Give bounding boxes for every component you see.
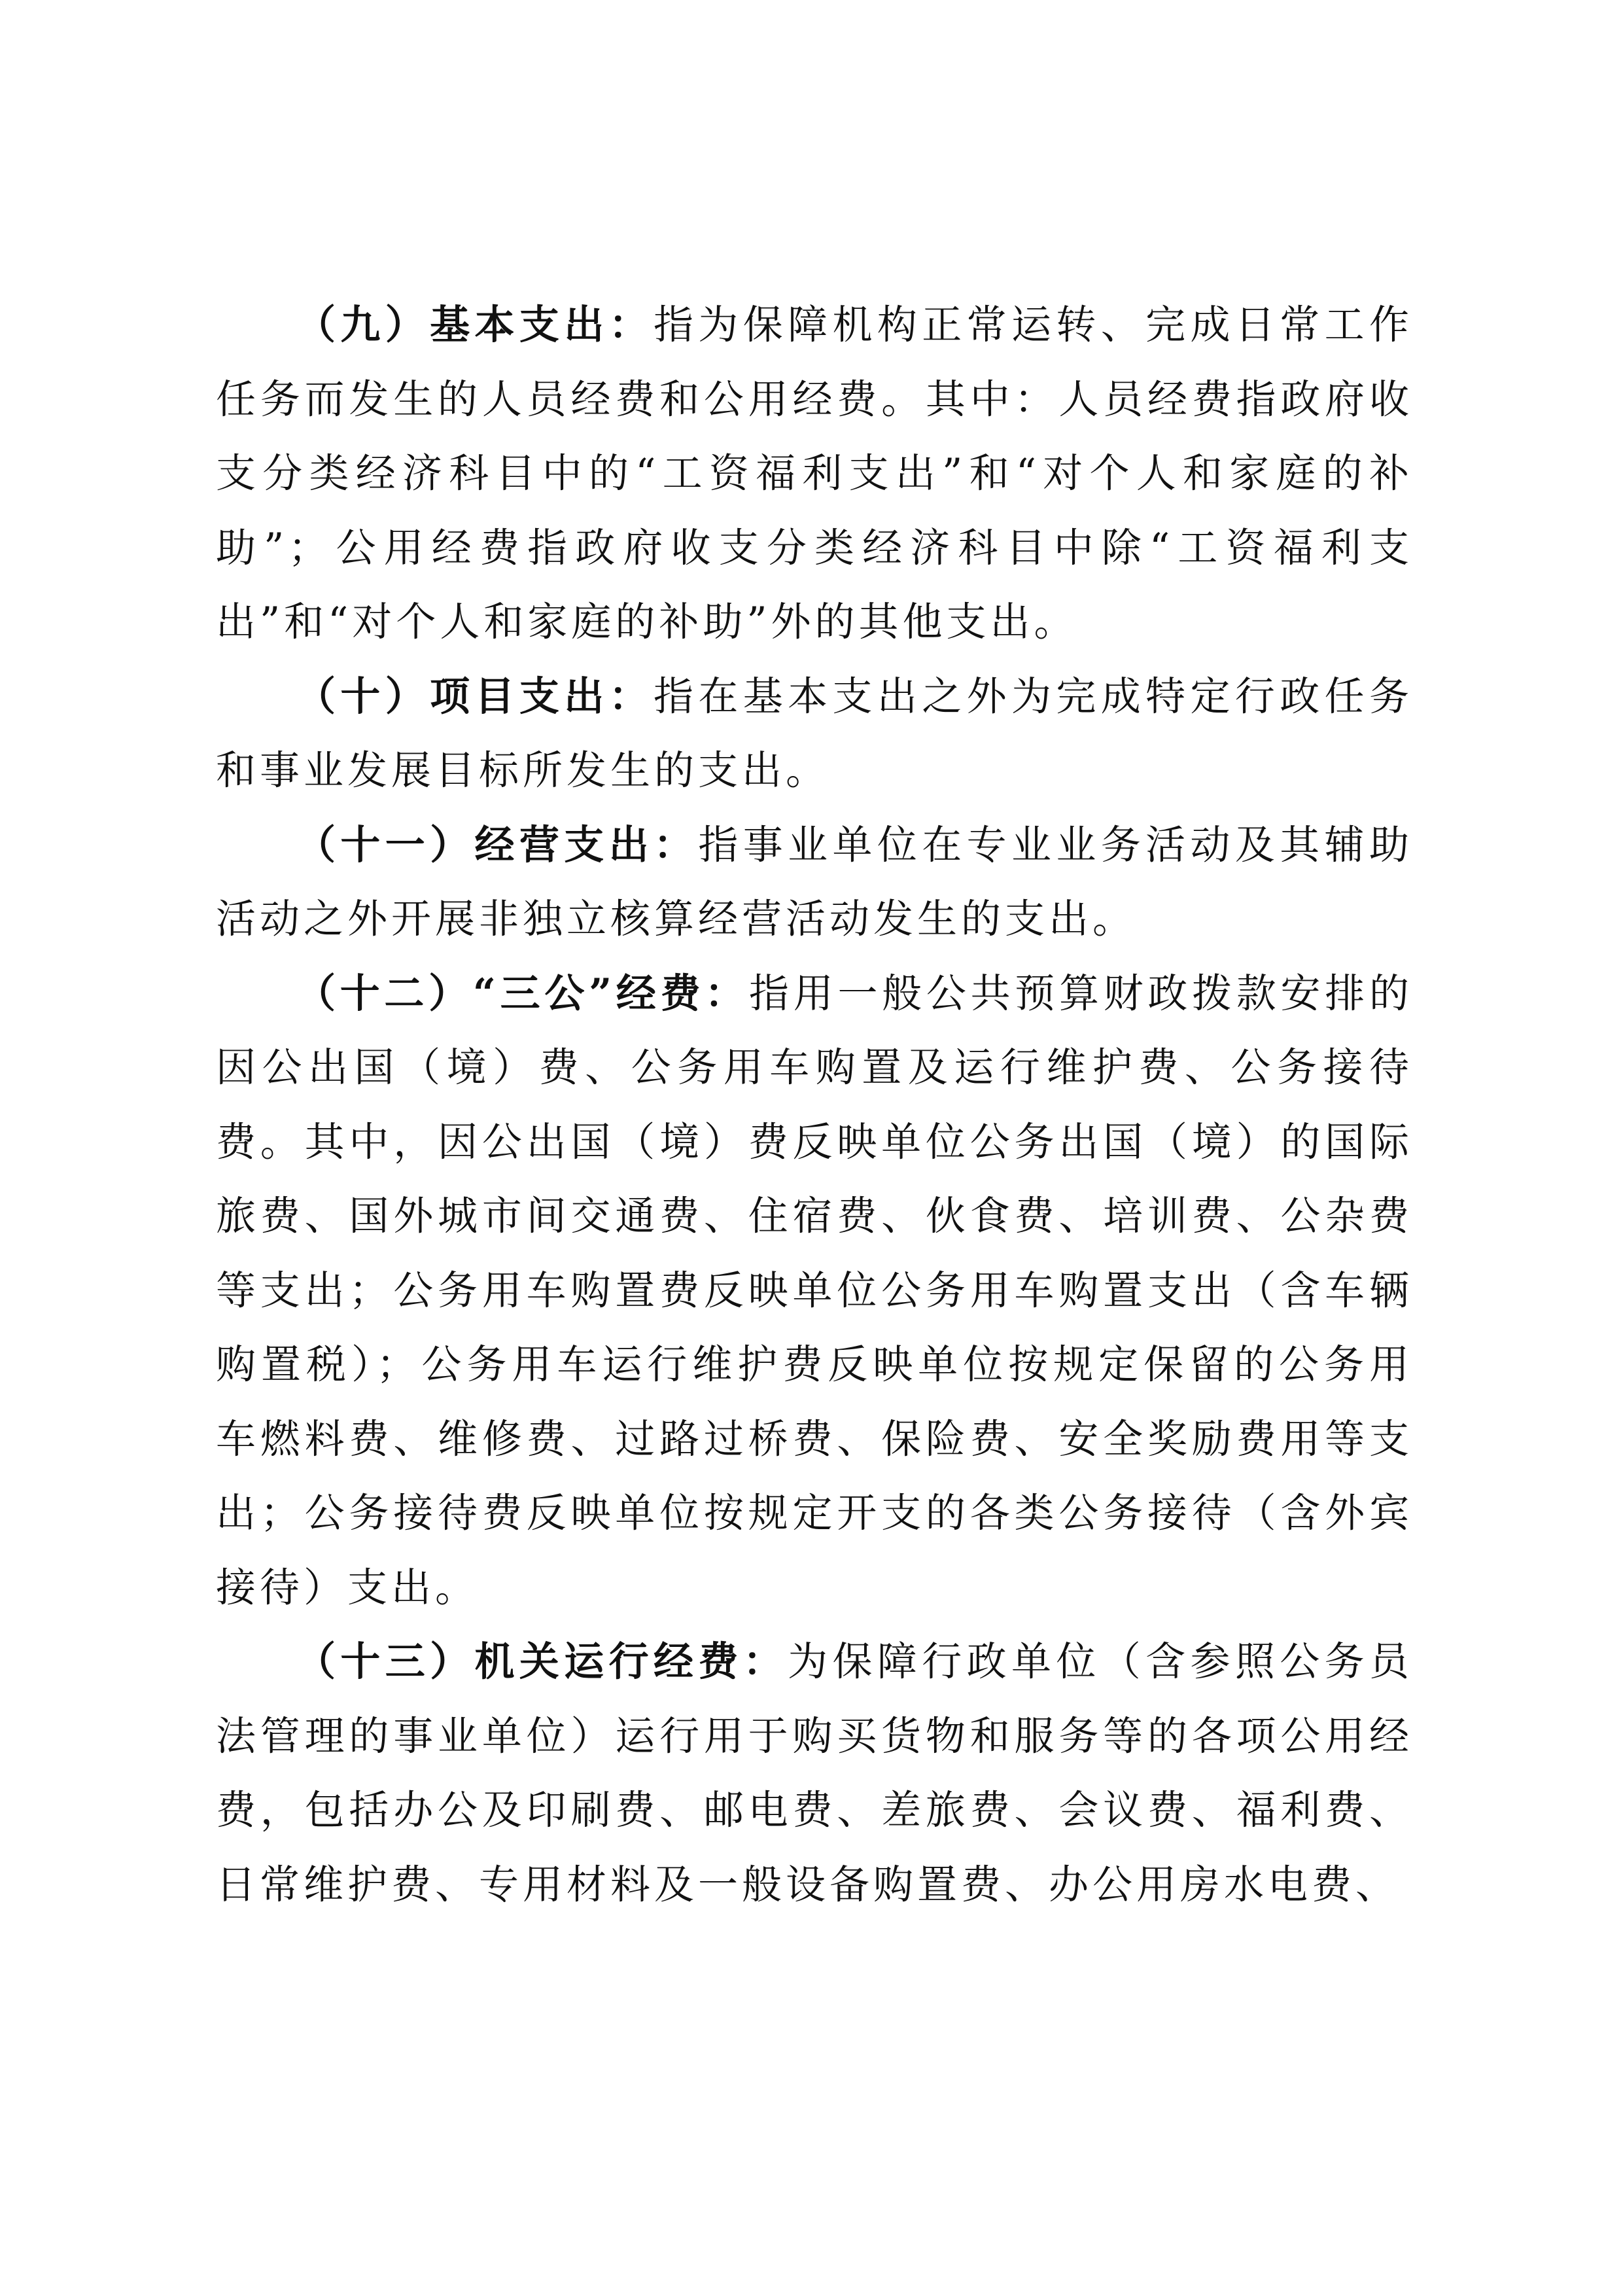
term-project-expenditure: （十）项目支出： [296, 673, 654, 720]
definition-project-expenditure: 指在基本支出之外为完成特定行政任务和事业发展目标所发生的支出。 [216, 673, 1413, 794]
definition-three-public-expenses: 指用一般公共预算财政拨款安排的因公出国（境）费、公务用车购置及运行维护费、公务接待费。其中，因公出国（境）费反映单位公务出国（境）的国际旅费、国外城市间交通费、住宿费、伙食费、培训费、公杂费等支出；公务用车购置费反映单位公务用车购置支出（含车辆购置税）；公务用车运行维护费反映单位按规定保留的公务用车燃料费、维修费、过路过桥费、保险费、安全奖励费用等支出；公务接待费反映单位按规定开支的各类公务接待（含外宾接待）支出。 [216, 970, 1413, 1611]
paragraph-agency-operating-expenses [216, 1625, 1413, 1922]
term-agency-operating-expenses: （十三）机关运行经费： [296, 1638, 788, 1685]
term-operating-expenditure: （十一）经营支出： [296, 821, 699, 868]
document-body [216, 288, 1413, 1922]
definition-basic-expenditure: 指为保障机构正常运转、完成日常工作任务而发生的人员经费和公用经费。其中：人员经费指政府收支分类经济科目中的“工资福利支出”和“对个人和家庭的补助”；公用经费指政府收支分类经济科目中除“工资福利支出”和“对个人和家庭的补助”外的其他支出。 [216, 302, 1413, 645]
term-basic-expenditure: （九）基本支出： [296, 302, 654, 348]
definition-operating-expenditure: 指事业单位在专业业务活动及其辅助活动之外开展非独立核算经营活动发生的支出。 [216, 821, 1413, 942]
paragraph-operating-expenditure [216, 808, 1413, 957]
paragraph-three-public-expenses [216, 957, 1413, 1625]
paragraph-project-expenditure [216, 660, 1413, 808]
term-three-public-expenses: （十二）“三公”经费： [296, 970, 750, 1017]
paragraph-basic-expenditure [216, 288, 1413, 660]
definition-agency-operating-expenses: 为保障行政单位（含参照公务员法管理的事业单位）运行用于购买货物和服务等的各项公用经费，包括办公及印刷费、邮电费、差旅费、会议费、福利费、日常维护费、专用材料及一般设备购置费、办公用房水电费、 [216, 1638, 1413, 1908]
